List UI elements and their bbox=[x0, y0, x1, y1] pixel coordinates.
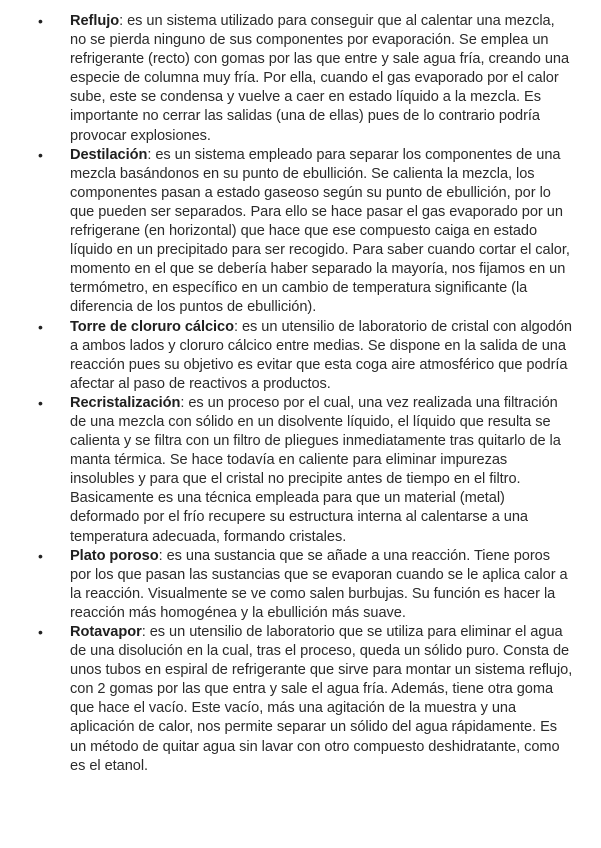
list-item-plato-poroso bbox=[0, 547, 601, 623]
term-destilacion: Destilación bbox=[70, 146, 148, 163]
term-reflujo: Reflujo bbox=[70, 13, 120, 29]
bullet-icon: • bbox=[38, 547, 43, 564]
list-item-destilacion bbox=[0, 146, 601, 318]
glossary-list bbox=[0, 12, 601, 776]
bullet-icon: • bbox=[38, 146, 43, 163]
list-item-rotavapor bbox=[0, 623, 601, 776]
definition-torre-cloruro-calcico: : es un utensilio de laboratorio de cristal con algodón a ambos lados y cloruro cálcico entre medias. Se dispone en la salida de una reacción pues su objetivo es evitar que esta coga aire atmosférico que podría afectar al paso de reactivos a productos. bbox=[70, 318, 572, 392]
definition-recristalizacion: : es un proceso por el cual, una vez realizada una filtración de una mezcla con sólido en un disolvente líquido, el líquido que resulta se calienta y se filtra con un filtro de pliegues inmediatamente tras quitarlo de la manta térmica. Se hace todavía en caliente para eliminar impurezas insolubles y para que el cristal no precipite antes de tiempo en el filtro. Basicamente es una técnica empleada para que un material (metal) deformado por el frío recupere su estructura interna al calentarse a una temperatura adecuada, formando cristales. bbox=[70, 394, 561, 545]
bullet-icon: • bbox=[38, 13, 43, 29]
definition-rotavapor: : es un utensilio de laboratorio que se utiliza para eliminar el agua de una disolución en la cual, tras el proceso, queda un sólido puro. Consta de unos tubos en espiral de refrigerante que sirve para montar un sistema reflujo, con 2 gomas por las que entra y sale el agua fría. Además, tiene otra goma que hace el vacío. Este vacío, más una agitación de la muestra y una aplicación de calor, nos permite separar un sólido del agua rápidamente. Es un método de quitar agua sin lavar con otro compuesto deshidratante, como es el etanol. bbox=[70, 624, 573, 774]
list-item-recristalizacion bbox=[0, 394, 601, 547]
term-torre-cloruro-calcico: Torre de cloruro cálcico bbox=[70, 318, 234, 335]
bullet-icon: • bbox=[38, 394, 43, 411]
bullet-icon: • bbox=[38, 624, 43, 640]
bullet-icon: • bbox=[38, 318, 43, 335]
definition-destilacion: : es un sistema empleado para separar los componentes de una mezcla basándonos en su punto de ebullición. Se calienta la mezcla, los componentes pasan a estado gaseoso según su punto de ebullición, por lo que pueden ser separados. Para ello se hace pasar el gas evaporado por un refrigerane (en horizontal) que hace que ese compuesto caiga en estado líquido en un precipitado para ser recogido. Para saber cuando cortar el calor, momento en el que se debería haber separado la mayoría, nos fijamos en un termómetro, en específico en un cambio de temperatura significante (la diferencia de los puntos de ebullición). bbox=[70, 146, 570, 316]
term-recristalizacion: Recristalización bbox=[70, 394, 181, 411]
list-item-reflujo bbox=[0, 12, 601, 146]
term-plato-poroso: Plato poroso bbox=[70, 547, 159, 564]
list-item-torre-cloruro-calcico bbox=[0, 318, 601, 394]
definition-plato-poroso: : es una sustancia que se añade a una reacción. Tiene poros por los que pasan las sustancias que se evaporan cuando se le aplica calor a la reacción. Visualmente se ve como salen burbujas. Su función es hacer la reacción más homogénea y la ebullición más suave. bbox=[70, 547, 568, 621]
definition-reflujo: : es un sistema utilizado para conseguir que al calentar una mezcla, no se pierda ninguno de sus componentes por evaporación. Se emplea un refrigerante (recto) con gomas por las que entre y sale agua fría, creando una especie de columna muy fría. Por ella, cuando el gas evaporado por el calor sube, este se condensa y vuelve a caer en estado líquido a la mezcla. Es importante no cerrar las salidas (una de ellas) pues de lo contrario podría provocar explosiones. bbox=[70, 13, 570, 144]
term-rotavapor: Rotavapor bbox=[70, 624, 142, 640]
